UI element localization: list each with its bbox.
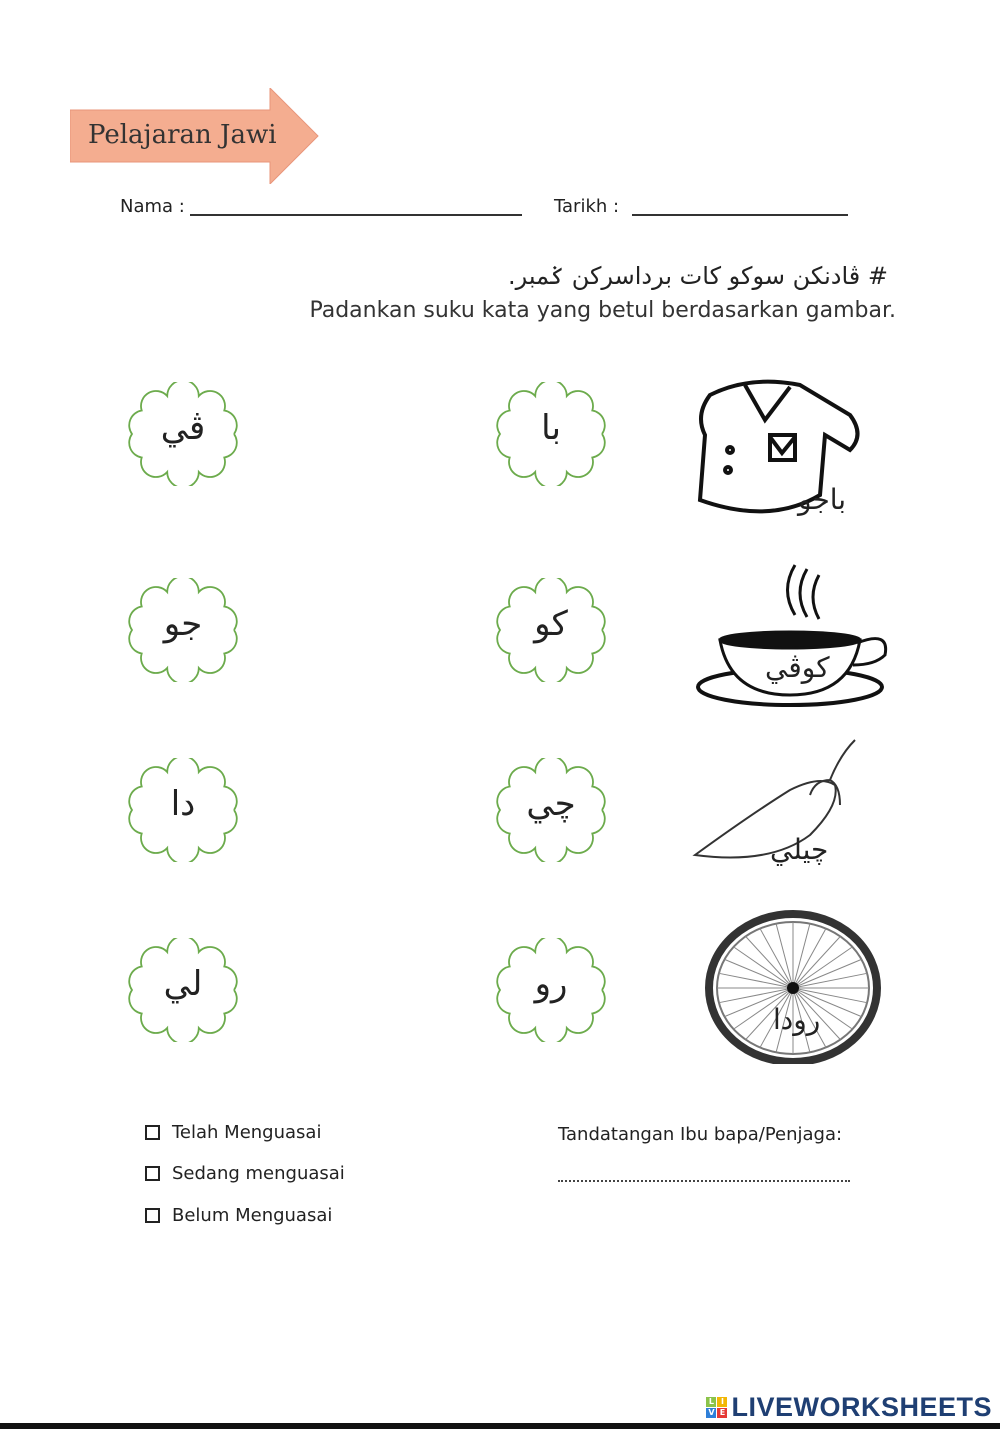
date-field[interactable]	[632, 214, 848, 216]
bottom-bar	[0, 1423, 1000, 1429]
wheel-spoke	[793, 959, 861, 988]
syllable-text: دا	[170, 784, 196, 824]
wheel-spoke	[725, 959, 793, 988]
checkbox[interactable]	[145, 1125, 160, 1140]
syllable-cloud[interactable]	[120, 578, 246, 682]
wheel-spoke	[793, 929, 826, 988]
picture-label: باجو	[798, 483, 847, 516]
syllable-text: چي	[526, 784, 576, 824]
date-label: Tarikh :	[554, 196, 620, 217]
syllable-text: لي	[163, 964, 203, 1004]
picture-wheel	[705, 908, 905, 1068]
checkbox-telah-menguasai[interactable]	[145, 1122, 321, 1143]
name-label: Nama :	[120, 196, 185, 217]
liveworksheets-logo	[706, 1392, 992, 1423]
syllable-cloud[interactable]	[488, 938, 614, 1042]
picture-shirt	[690, 375, 890, 535]
picture-coffee	[695, 555, 895, 715]
logo-icon: L I V E	[706, 1397, 727, 1418]
syllable-cloud[interactable]	[120, 758, 246, 862]
checkbox[interactable]	[145, 1166, 160, 1181]
syllable-cloud[interactable]	[120, 382, 246, 486]
picture-label: رودا	[773, 1003, 821, 1036]
picture-chili	[690, 735, 890, 895]
syllable-text: جو	[163, 604, 203, 644]
checkbox-label: Belum Menguasai	[172, 1205, 333, 1226]
wheel-icon	[705, 908, 885, 1064]
picture-label: كوڤي	[765, 651, 830, 684]
wheel-spoke	[760, 929, 793, 988]
page-title: Pelajaran Jawi	[88, 120, 277, 150]
checkbox-sedang-menguasai[interactable]	[145, 1163, 345, 1184]
syllable-text: ڤي	[160, 408, 206, 448]
coffee-cup-icon	[695, 555, 890, 710]
syllable-cloud[interactable]	[488, 578, 614, 682]
picture-label: چيلي	[770, 833, 829, 866]
checkbox-label: Telah Menguasai	[172, 1122, 322, 1143]
syllable-text: رو	[534, 964, 568, 1004]
checkbox-label: Sedang menguasai	[172, 1163, 345, 1184]
checkbox[interactable]	[145, 1208, 160, 1223]
signature-field[interactable]	[558, 1180, 850, 1182]
checkbox-belum-menguasai[interactable]	[145, 1205, 332, 1226]
jawi-instruction: # ڤادنكن سوكو كات برداسركن ݢمبر.	[508, 262, 888, 290]
syllable-cloud[interactable]	[120, 938, 246, 1042]
signature-label: Tandatangan Ibu bapa/Penjaga:	[558, 1124, 843, 1145]
syllable-cloud[interactable]	[488, 382, 614, 486]
logo-text: LIVEWORKSHEETS	[731, 1392, 992, 1422]
instruction: Padankan suku kata yang betul berdasarkan gambar.	[309, 298, 896, 323]
syllable-cloud[interactable]	[488, 758, 614, 862]
syllable-text: كو	[534, 604, 568, 644]
name-field[interactable]	[190, 214, 522, 216]
syllable-text: با	[541, 408, 561, 448]
